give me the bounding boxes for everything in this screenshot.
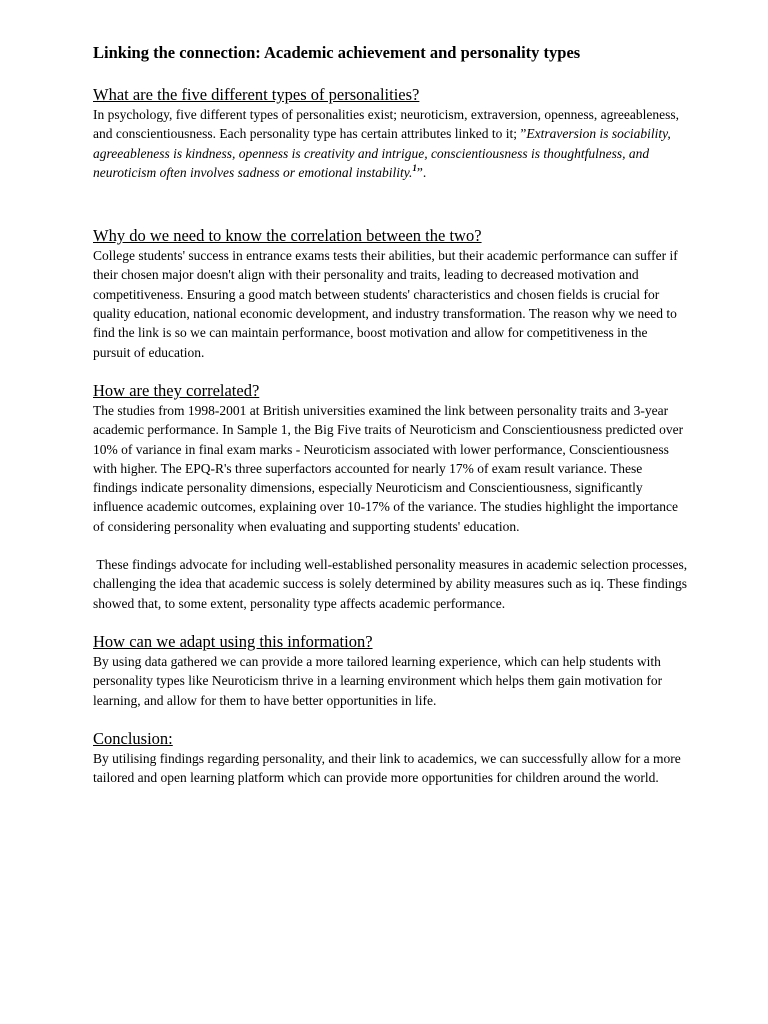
section-heading-conclusion: Conclusion:: [93, 728, 173, 748]
section-body-conclusion: By utilising findings regarding personality, and their link to academics, we can successfully allow for a more tailored and open learning platform which can provide more opportunities for children around the world.: [93, 750, 681, 786]
quote-text: Extraversion is sociability, agreeableness is kindness, openness is creativity and intrigue, conscientiousness is thoughtfulness, and neuroticism often involves sadness or emotional instability.: [93, 126, 671, 180]
section-body-adapt: By using data gathered we can provide a more tailored learning experience, which can help students with personality types like Neuroticism thrive in a learning environment which helps them gain motivation for learning, and allow for them to have better opportunities in life.: [93, 653, 663, 708]
intro-text: In psychology, five different types of personalities exist; neuroticism, extraversion, openness, agreeableness, and conscientiousness. Each personality type has certain attributes linked to it; ”: [93, 107, 679, 142]
section-body-how-correlated: The studies from 1998-2001 at British universities examined the link between personality traits and 3-year academic performance. In Sample 1, the Big Five traits of Neuroticism and Conscientiousness predicted over 10% of variance in final exam marks - Neuroticism associated with lower performance, Conscientiousness with higher. The EPQ-R's three superfactors accounted for nearly 17% of exam result variance. These findings indicate personality dimensions, especially Neuroticism and Conscientiousness, significantly influence academic outcomes, explaining over 10-17% of the variance. The studies highlight the importance of considering personality when evaluating and supporting students' education.: [93, 402, 684, 534]
section-heading-adapt: How can we adapt using this information?: [93, 631, 373, 651]
section-body-why-correlation: College students' success in entrance exams tests their abilities, but their academic performance can suffer if their chosen major doesn't align with their personality and traits, leading to decreased motivation and competitiveness. Ensuring a good match between students' characteristics and chosen fields is crucial for quality education, national economic development, and industry transformation. The reason why we need to find the link is so we can maintain performance, boost motivation and allow for competitiveness in the pursuit of education.: [93, 248, 678, 360]
document-body: [93, 43, 688, 787]
footnote-reference[interactable]: 1: [412, 162, 417, 173]
section-heading-why-correlation: Why do we need to know the correlation between the two?: [93, 226, 482, 246]
section-heading-personality-types: What are the five different types of personalities?: [93, 85, 420, 104]
section-heading-how-correlated: How are they correlated?: [93, 380, 260, 400]
quote-close: ”.: [416, 164, 427, 180]
section-body-personality-types: [93, 105, 688, 182]
document-title: Linking the connection: Academic achievement and personality types: [93, 43, 581, 62]
section-body-how-correlated-continued: These findings advocate for including well-established personality measures in academic selection processes, challenging the idea that academic success is solely determined by ability measures such as iq. These findings showed that, to some extent, personality type affects academic performance.: [93, 557, 688, 611]
